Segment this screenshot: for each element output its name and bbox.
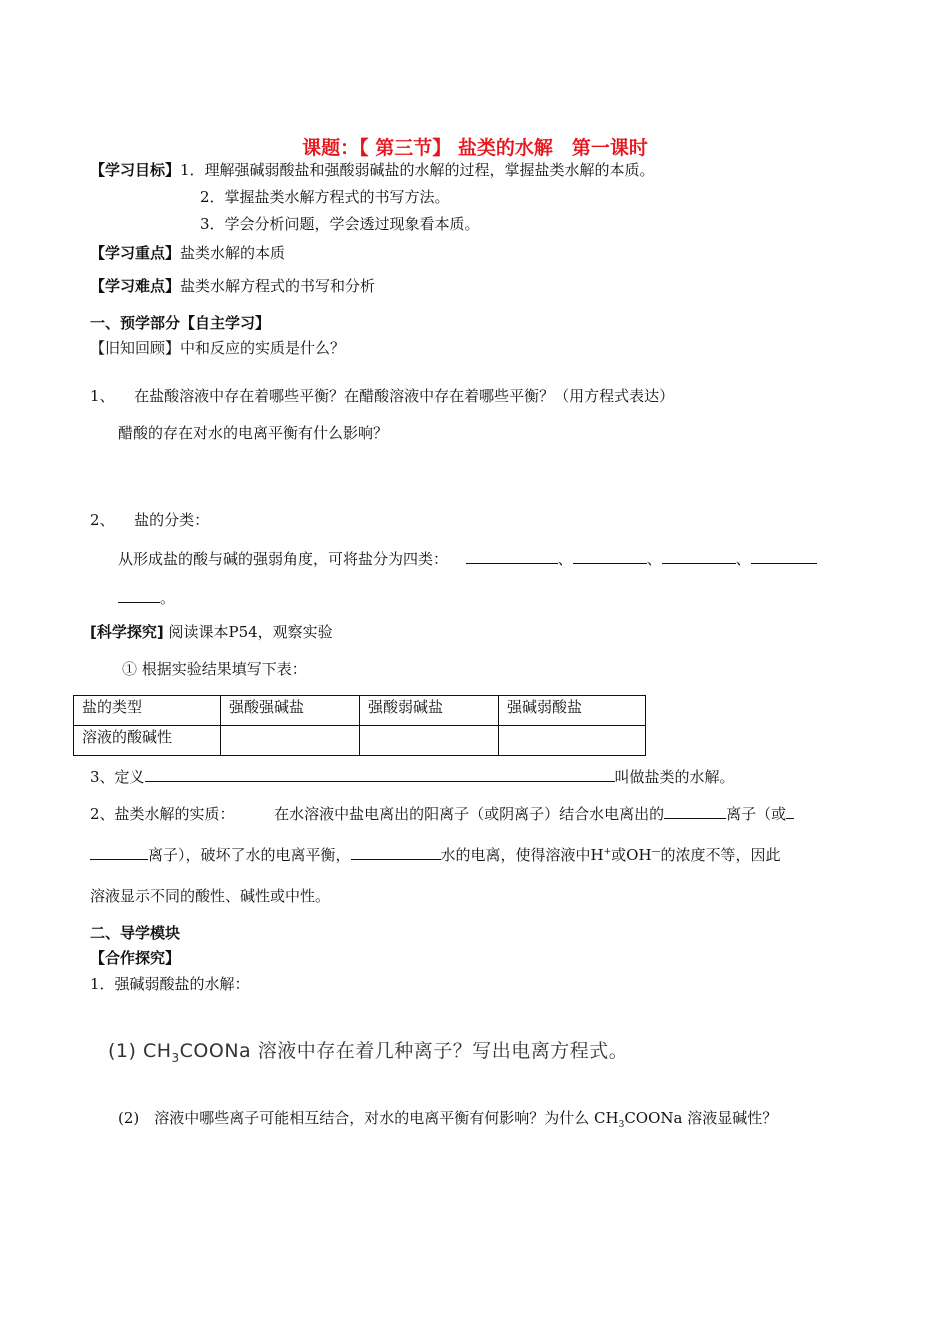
- blank-salt-type-1[interactable]: [466, 549, 558, 564]
- question-2-line: [118, 1108, 777, 1128]
- essence-line-2: [90, 845, 781, 865]
- definition-suffix: 叫做盐类的水解。: [614, 768, 735, 786]
- question-1-text: 在盐酸溶液中存在着哪些平衡？在醋酸溶液中存在着哪些平衡？（用方程式表达）: [134, 387, 675, 405]
- essence-line-1: [90, 804, 794, 824]
- blank-salt-type-4[interactable]: [751, 549, 817, 564]
- section1-heading: 一、预学部分【自主学习】: [90, 314, 271, 332]
- blank-salt-type-4-cont[interactable]: [118, 588, 160, 603]
- table-header-cell: 盐的类型: [74, 696, 221, 726]
- difficulty-label: 【学习难点】: [90, 277, 181, 295]
- essence-text-2: 离子（或: [726, 805, 787, 823]
- salt-type-table: [73, 695, 646, 756]
- table-answer-cell[interactable]: [360, 726, 499, 756]
- salt-classification-end: [118, 588, 175, 608]
- objective-item-1: 1．理解强碱弱酸盐和强酸弱碱盐的水解的过程，掌握盐类水解的本质。: [180, 161, 655, 179]
- review-question: 【旧知回顾】中和反应的实质是什么？: [90, 339, 346, 357]
- superscript-minus: —: [651, 847, 661, 857]
- key-point-text: 盐类水解的本质: [180, 244, 286, 262]
- q1-text-a: (1) CH: [108, 1040, 172, 1062]
- blank-effect[interactable]: [351, 845, 441, 860]
- question-2: [90, 510, 209, 530]
- essence-prefix: 2、盐类水解的实质：: [90, 805, 235, 823]
- essence-text-1: 在水溶液中盐电离出的阳离子（或阴离子）结合水电离出的: [274, 805, 665, 823]
- separator: 、: [646, 550, 662, 568]
- difficulty-text: 盐类水解方程式的书写和分析: [180, 277, 376, 295]
- question-2-text: 盐的分类：: [134, 511, 210, 529]
- objectives-line-1: [90, 160, 655, 180]
- table-row: [74, 696, 646, 726]
- salt-classification-text: 从形成盐的酸与碱的强弱角度，可将盐分为四类：: [118, 550, 449, 568]
- essence-text-6: 的浓度不等，因此: [660, 846, 781, 864]
- blank-definition[interactable]: [145, 767, 615, 782]
- objective-item-2: 2．掌握盐类水解方程式的书写方法。: [200, 188, 450, 206]
- section2-heading: 二、导学模块: [90, 924, 181, 942]
- blank-ion-2[interactable]: [90, 845, 148, 860]
- period: 。: [160, 589, 176, 607]
- blank-salt-type-2[interactable]: [573, 549, 647, 564]
- key-point-line: [90, 243, 285, 263]
- separator: 、: [557, 550, 573, 568]
- essence-text-3: 离子），破坏了水的电离平衡，: [148, 846, 351, 864]
- essence-text-5: 或OH: [611, 846, 652, 864]
- q2-text-b: COONa 溶液显碱性？: [624, 1109, 778, 1127]
- q2-subscript: 3: [618, 1120, 625, 1130]
- table-header-cell: 强碱弱酸盐: [499, 696, 646, 726]
- essence-text-4: 水的电离，使得溶液中H: [440, 846, 604, 864]
- superscript-plus: +: [603, 847, 612, 857]
- table-answer-cell[interactable]: [499, 726, 646, 756]
- table-header-cell: 强酸弱碱盐: [360, 696, 499, 726]
- definition-prefix: 3、定义: [90, 768, 145, 786]
- blank-ion-1[interactable]: [664, 804, 726, 819]
- separator: 、: [735, 550, 751, 568]
- blank-salt-type-3[interactable]: [662, 549, 736, 564]
- difficulty-line: [90, 276, 375, 296]
- salt-classification-line: [118, 549, 817, 569]
- cooperation-heading: 【合作探究】: [90, 949, 181, 967]
- table-instruction: ① 根据实验结果填写下表：: [122, 660, 307, 678]
- question-1-number: 1、: [90, 387, 115, 405]
- item-1-heading: 1．强碱弱酸盐的水解：: [90, 975, 250, 993]
- key-point-label: 【学习重点】: [90, 244, 181, 262]
- objective-item-3: 3．学会分析问题，学会透过现象看本质。: [200, 215, 480, 233]
- definition-line: [90, 767, 735, 787]
- question-1: [90, 386, 674, 406]
- page-title: 课题：【 第三节】 盐类的水解 第一课时: [302, 137, 648, 159]
- essence-line-3: 溶液显示不同的酸性、碱性或中性。: [90, 887, 331, 905]
- question-1-embedded-text: [108, 1036, 628, 1063]
- explore-label: [科学探究]: [90, 623, 164, 641]
- question-2-number: 2、: [90, 511, 115, 529]
- q1-subscript: 3: [171, 1050, 180, 1065]
- explore-line: [90, 622, 333, 642]
- explore-text: 阅读课本P54，观察实验: [168, 623, 333, 641]
- table-row: [74, 726, 646, 756]
- blank-ion-2-start[interactable]: [786, 804, 794, 819]
- question-1-sub: 醋酸的存在对水的电离平衡有什么影响？: [118, 424, 389, 442]
- table-header-cell: 强酸强碱盐: [221, 696, 360, 726]
- table-answer-cell[interactable]: [221, 726, 360, 756]
- objectives-label: 【学习目标】: [90, 161, 181, 179]
- q1-text-b: COONa 溶液中存在着几种离子？写出电离方程式。: [179, 1040, 629, 1062]
- table-row-label: 溶液的酸碱性: [74, 726, 221, 756]
- q2-text-a: (2) 溶液中哪些离子可能相互结合，对水的电离平衡有何影响？为什么 CH: [118, 1109, 619, 1127]
